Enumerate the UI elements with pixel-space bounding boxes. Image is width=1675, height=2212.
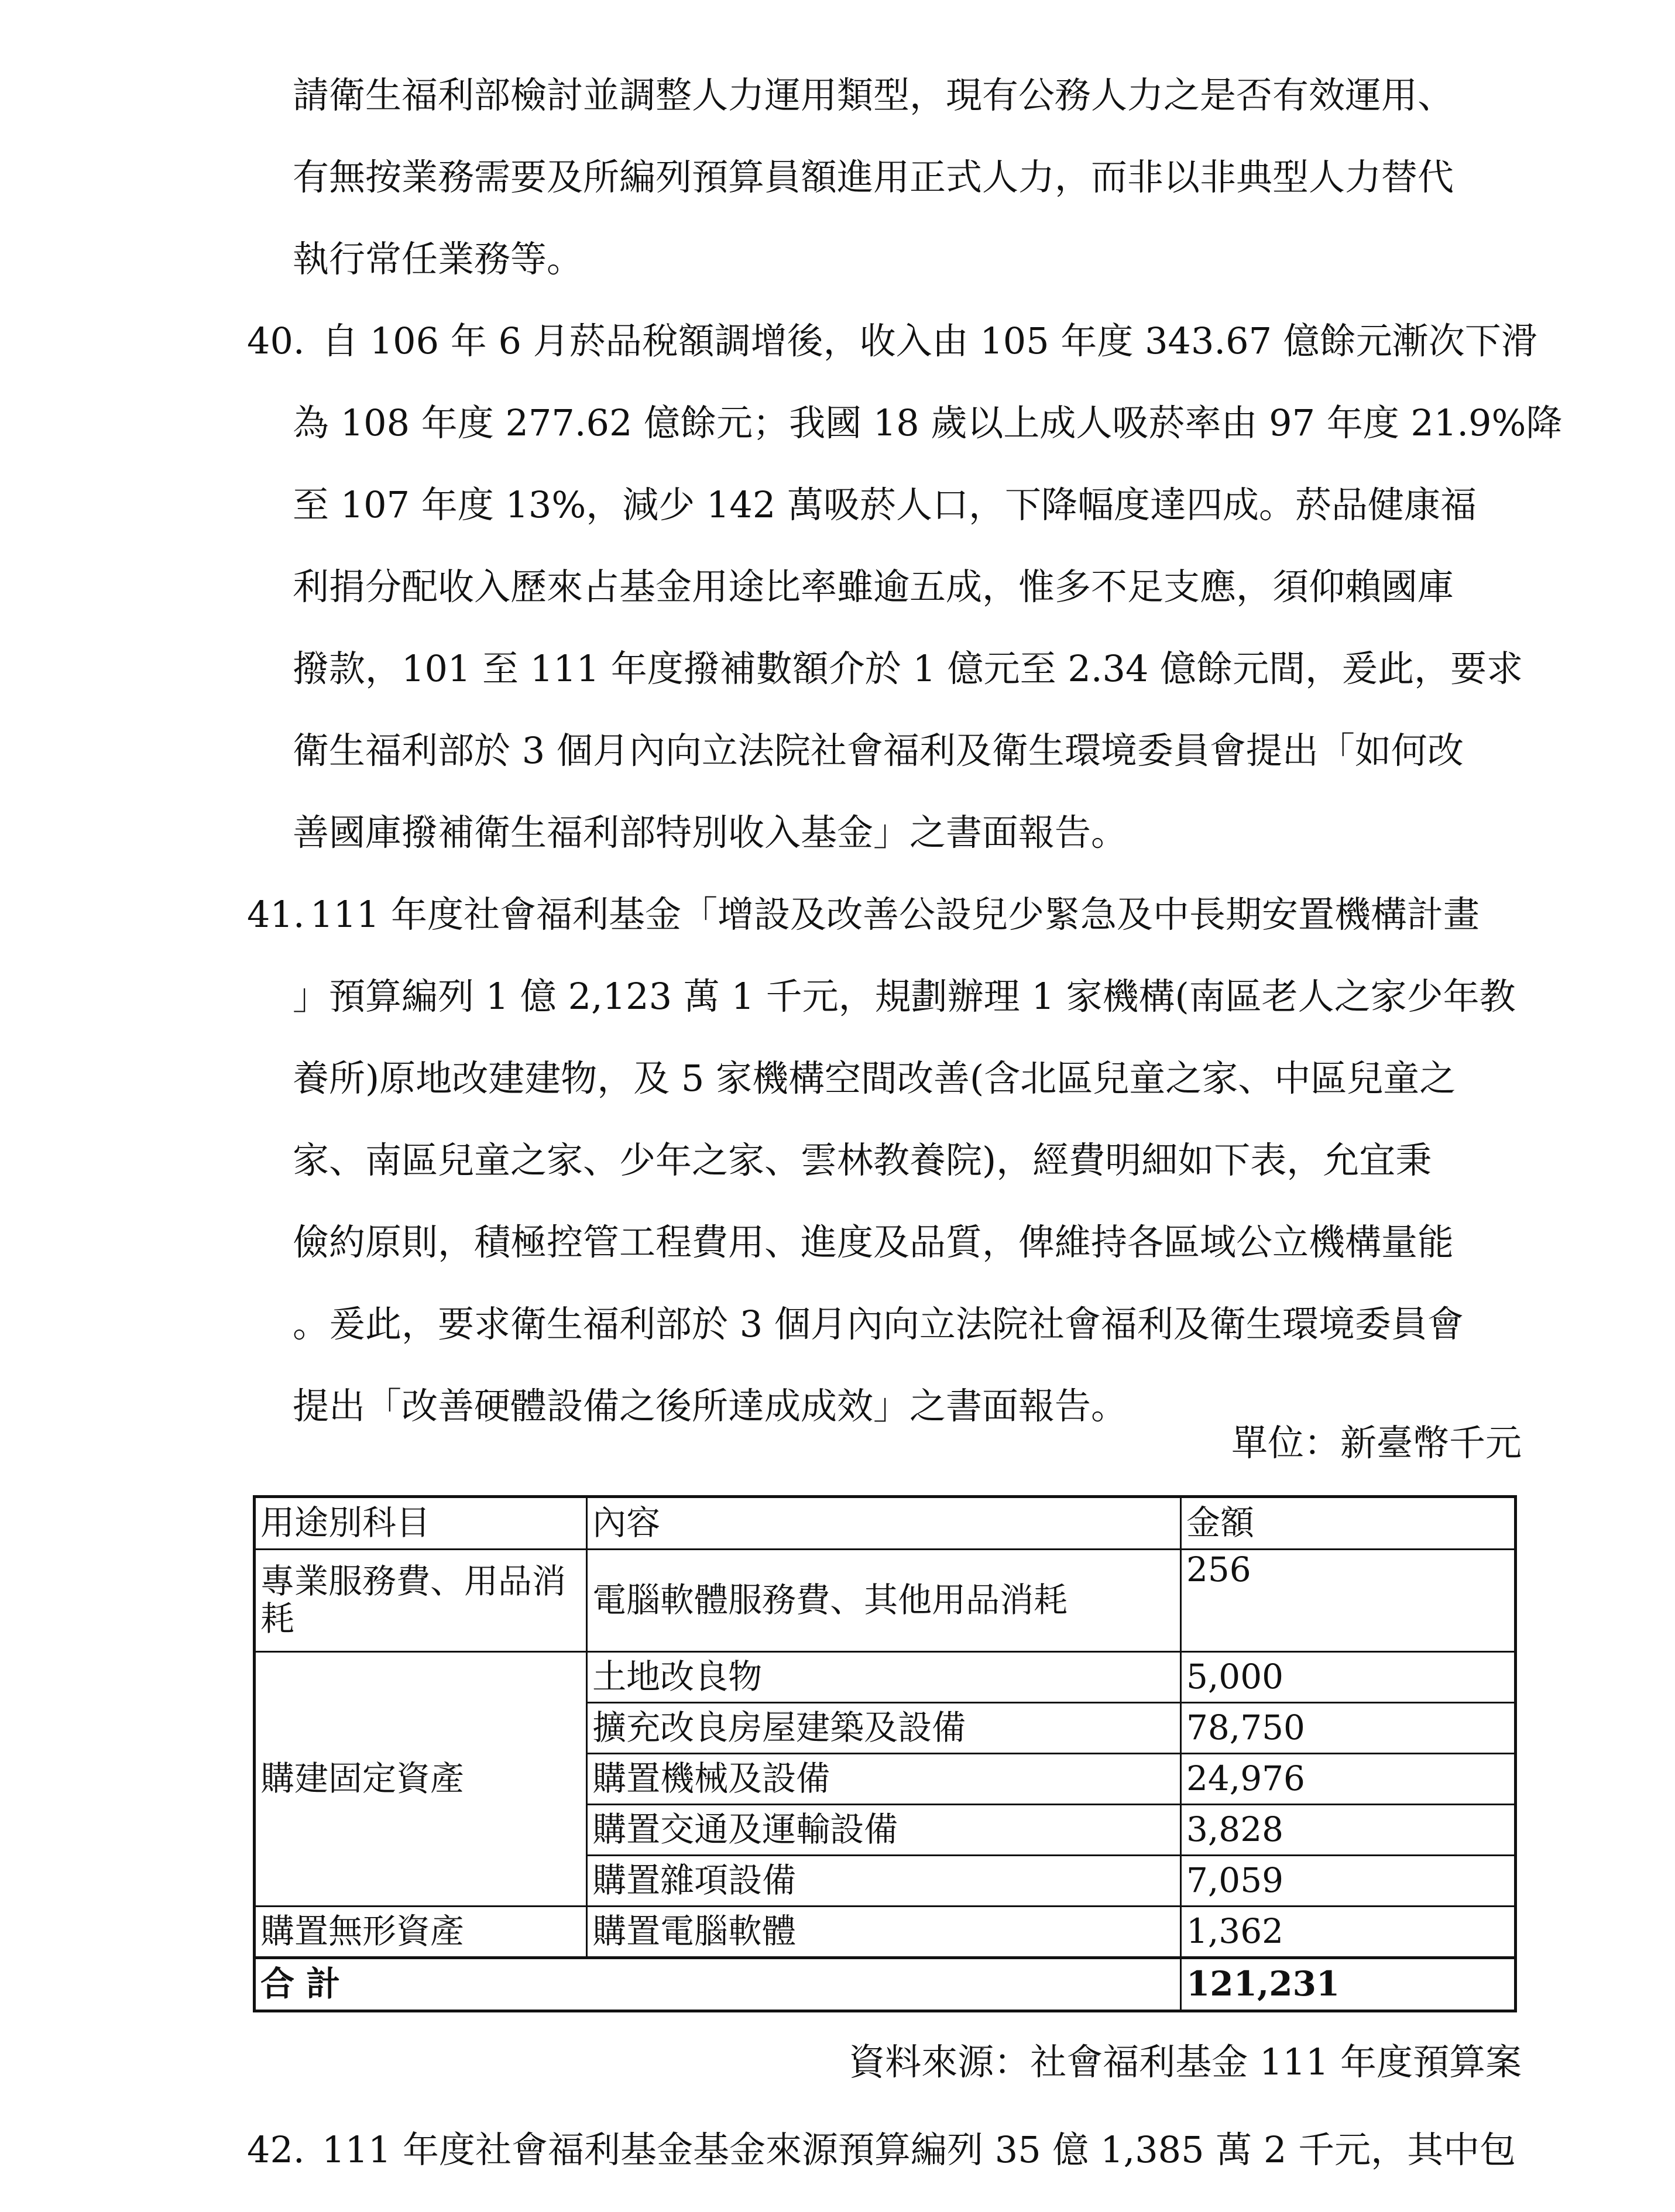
table-row	[255, 1652, 1516, 1703]
paragraph-39-line-2: 有無按業務需要及所編列預算員額進用正式人力，而非以非典型人力替代	[293, 156, 1454, 198]
table-header-row	[255, 1497, 1516, 1550]
row-content: 土地改良物	[587, 1652, 1181, 1703]
paragraph-41-line-4: 家、南區兒童之家、少年之家、雲林教養院)，經費明細如下表，允宜秉	[293, 1139, 1432, 1181]
row-amount: 7,059	[1180, 1856, 1515, 1907]
row-amount: 5,000	[1180, 1652, 1515, 1703]
row-category: 購置無形資產	[255, 1907, 587, 1958]
row-category: 專業服務費、用品消耗	[255, 1550, 587, 1652]
paragraph-40-line-2: 為 108 年度 277.62 億餘元；我國 18 歲以上成人吸菸率由 97 年度 21.9%降	[293, 401, 1563, 444]
paragraph-40-line-6: 衛生福利部於 3 個月內向立法院社會福利及衛生環境委員會提出「如何改	[293, 729, 1464, 772]
paragraph-41-number: 41.	[247, 893, 305, 936]
row-content: 電腦軟體服務費、其他用品消耗	[587, 1550, 1181, 1652]
paragraph-40-line-1: 自 106 年 6 月菸品稅額調增後，收入由 105 年度 343.67 億餘元漸次下滑	[322, 320, 1537, 362]
row-amount: 3,828	[1180, 1805, 1515, 1856]
paragraph-40-number: 40.	[247, 320, 305, 362]
row-content: 擴充改良房屋建築及設備	[587, 1703, 1181, 1754]
row-content: 購置機械及設備	[587, 1754, 1181, 1805]
paragraph-41-line-3: 養所)原地改建建物，及 5 家機構空間改善(含北區兒童之家、中區兒童之	[293, 1057, 1456, 1100]
table-source-note: 資料來源：社會福利基金 111 年度預算案	[849, 2041, 1522, 2083]
table-total-row	[255, 1958, 1516, 2011]
row-amount: 24,976	[1180, 1754, 1515, 1805]
row-amount: 78,750	[1180, 1703, 1515, 1754]
header-content: 內容	[587, 1497, 1181, 1550]
table-row	[255, 1550, 1516, 1652]
header-amount: 金額	[1180, 1497, 1515, 1550]
paragraph-39-line-3: 執行常任業務等。	[293, 238, 583, 280]
paragraph-41-line-1: 111 年度社會福利基金「增設及改善公設兒少緊急及中長期安置機構計畫	[310, 893, 1480, 936]
row-content: 購置電腦軟體	[587, 1907, 1181, 1958]
paragraph-42-number: 42.	[247, 2128, 305, 2171]
table-unit-note: 單位：新臺幣千元	[1231, 1421, 1522, 1464]
row-content: 購置雜項設備	[587, 1856, 1181, 1907]
total-amount: 121,231	[1180, 1958, 1515, 2011]
paragraph-41-line-6: 。爰此，要求衛生福利部於 3 個月內向立法院社會福利及衛生環境委員會	[293, 1303, 1464, 1345]
paragraph-40-line-7: 善國庫撥補衛生福利部特別收入基金」之書面報告。	[293, 811, 1128, 854]
row-amount: 1,362	[1180, 1907, 1515, 1958]
paragraph-39-line-1: 請衛生福利部檢討並調整人力運用類型，現有公務人力之是否有效運用、	[293, 74, 1454, 116]
paragraph-40-line-5: 撥款，101 至 111 年度撥補數額介於 1 億元至 2.34 億餘元間，爰此，要求	[293, 647, 1523, 690]
row-amount: 256	[1180, 1550, 1515, 1652]
header-category: 用途別科目	[255, 1497, 587, 1550]
budget-table	[253, 1495, 1517, 2012]
paragraph-41-line-7: 提出「改善硬體設備之後所達成成效」之書面報告。	[293, 1385, 1128, 1427]
paragraph-41-line-5: 儉約原則，積極控管工程費用、進度及品質，俾維持各區域公立機構量能	[293, 1221, 1454, 1263]
paragraph-42-line-1: 111 年度社會福利基金基金來源預算編列 35 億 1,385 萬 2 千元，其中包	[322, 2128, 1516, 2171]
paragraph-40-line-3: 至 107 年度 13%，減少 142 萬吸菸人口，下降幅度達四成。菸品健康福	[293, 483, 1477, 526]
total-label: 合 計	[255, 1958, 1181, 2011]
table-row	[255, 1907, 1516, 1958]
paragraph-41-line-2: 」預算編列 1 億 2,123 萬 1 千元，規劃辦理 1 家機構(南區老人之家少年教	[293, 975, 1516, 1018]
row-category: 購建固定資產	[255, 1652, 587, 1907]
paragraph-40-line-4: 利捐分配收入歷來占基金用途比率雖逾五成，惟多不足支應，須仰賴國庫	[293, 565, 1454, 608]
row-content: 購置交通及運輸設備	[587, 1805, 1181, 1856]
